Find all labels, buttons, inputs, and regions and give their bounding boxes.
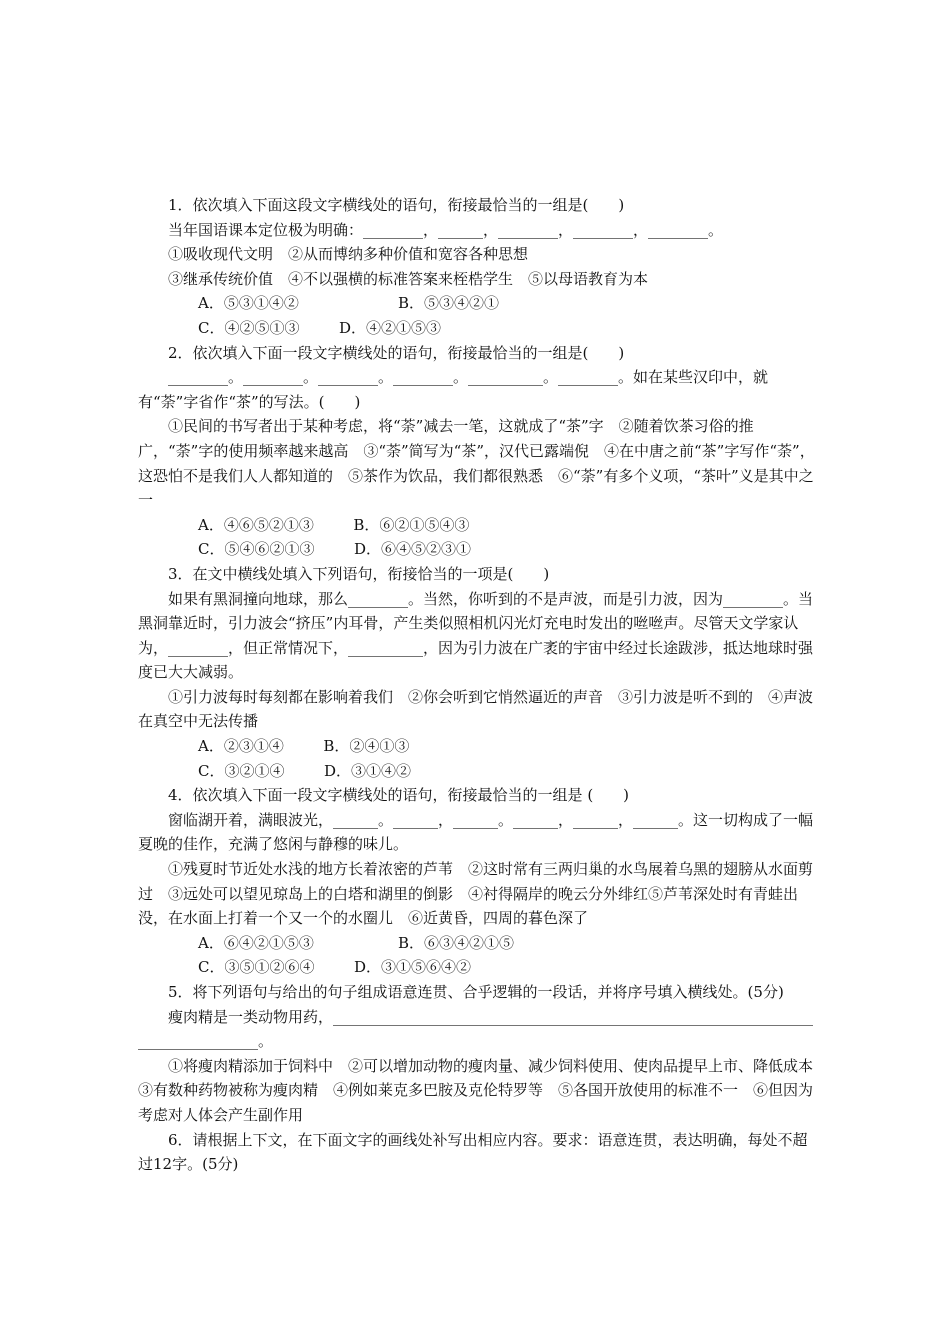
answer-options-row [138,931,818,956]
option-b[interactable]: B．⑤③④②① [398,294,500,313]
answer-options-row [138,537,818,562]
question-text: ________。________。________。________。__________。________。如在某些汉印中，就有“荼”字省作“茶”的写法。( ) [138,368,769,411]
choice-items: ①将瘦肉精添加于饲料中 ②可以增加动物的瘦肉量、减少饲料使用、使肉品提早上市、降低成本 ③有数种药物被称为瘦肉精 ④例如莱克多巴胺及克伦特罗等 ⑤各国开放使用的标准不一 ⑥但因为考虑对人体会产生副作用 [138,1056,829,1124]
answer-options-row [138,955,818,980]
option-b[interactable]: B．②④①③ [323,737,410,756]
question-stem: 2．依次填入下面一段文字横线处的语句，衔接最恰当的一组是( ) [168,343,625,362]
choice-items: ①引力波每时每刻都在影响着我们 ②你会听到它悄然逼近的声音 ③引力波是听不到的 ④声波在真空中无法传播 [138,687,814,731]
question-text: 当年国语课本定位极为明确：________，______，________，________，________。 [168,220,724,239]
question-text: 瘦肉精是一类动物用药，________________________________________________________________________________。 [138,1007,814,1051]
answer-options-row [138,513,818,538]
question-stem: 3．在文中横线处填入下列语句，衔接恰当的一项是( ) [168,564,550,583]
choice-items: ①残夏时节近处水浅的地方长着浓密的芦苇 ②这时常有三两归巢的水鸟展着乌黑的翅膀从水面剪过 ③远处可以望见琼岛上的白塔和湖里的倒影 ④衬得隔岸的晚云分外绯红⑤芦苇深处时有青蛙出没，在水面上打着一个又一个的水圈儿 ⑥近黄昏，四周的暮色深了 [138,860,814,928]
answer-options-row [138,291,818,316]
question-stem: 6．请根据上下文，在下面文字的画线处补写出相应内容。要求：语意连贯，表达明确，每处不超过12字。(5分) [138,1130,808,1174]
question-stem: 1．依次填入下面这段文字横线处的语句，衔接最恰当的一组是( ) [168,196,625,214]
exercise-page [138,193,829,1177]
question-text: 如果有黑洞撞向地球，那么________。当然，你听到的不是声波，而是引力波，因为________。当黑洞靠近时，引力波会“挤压”内耳骨，产生类似照相机闪光灯充电时发出的咝咝声。尽管天文学家认为，________，但正常情况下，__________，因为引力波在广袤的宇宙中经过长途跋涉，抵达地球时强度已大大减弱。 [138,589,814,682]
choice-items: ①民间的书写者出于某种考虑，将“荼”减去一笔，这就成了“茶”字 ②随着饮茶习俗的推广，“荼”字的使用频率越来越高 ③“荼”简写为“茶”，汉代已露端倪 ④在中唐之前“茶”字写作“荼”，这恐怕不是我们人人都知道的 ⑤茶作为饮品，我们都很熟悉 ⑥“荼”有多个义项，“茶叶”义是其中之一 [138,417,815,510]
question-4 [138,783,818,980]
option-c[interactable]: C．③②①④ [198,761,285,780]
option-c[interactable]: C．⑤④⑥②①③ [198,540,315,559]
option-d[interactable]: D．⑥④⑤②③① [354,540,472,559]
question-text: 窗临湖开着，满眼波光，______。______，______。______，______，______。这一切构成了一幅夏晚的佳作，充满了悠闲与静穆的味儿。 [138,810,814,854]
option-d[interactable]: D．④②①⑤③ [339,318,442,337]
answer-options-row [138,759,818,784]
answer-options-row [138,734,818,759]
question-6 [138,1128,818,1177]
option-c[interactable]: C．③⑤①②⑥④ [198,958,315,977]
question-5 [138,980,829,1128]
option-a[interactable]: A．②③①④ [198,737,284,756]
option-b[interactable]: B．⑥②①⑤④③ [353,515,470,534]
question-2 [138,341,818,562]
question-stem: 4．依次填入下面一段文字横线处的语句，衔接最恰当的一组是 ( ) [168,786,630,805]
answer-options-row [138,316,818,341]
option-a[interactable]: A．④⑥⑤②①③ [198,515,314,534]
option-d[interactable]: D．③①⑤⑥④② [354,958,472,977]
question-stem: 5．将下列语句与给出的句子组成语意连贯、合乎逻辑的一段话，并将序号填入横线处。(5分) [168,983,784,1001]
choice-items: ③继承传统价值 ④不以强横的标准答案来桎梏学生 ⑤以母语教育为本 [168,269,649,288]
option-b[interactable]: B．⑥③④②①⑤ [398,933,515,952]
option-a[interactable]: A．⑥④②①⑤③ [198,933,314,952]
option-a[interactable]: A．⑤③①④② [198,294,299,313]
option-c[interactable]: C．④②⑤①③ [198,318,300,337]
question-1 [138,193,818,341]
choice-items: ①吸收现代文明 ②从而博纳多种价值和宽容各种思想 [168,245,529,264]
question-3 [138,562,818,783]
option-d[interactable]: D．③①④② [324,761,412,780]
